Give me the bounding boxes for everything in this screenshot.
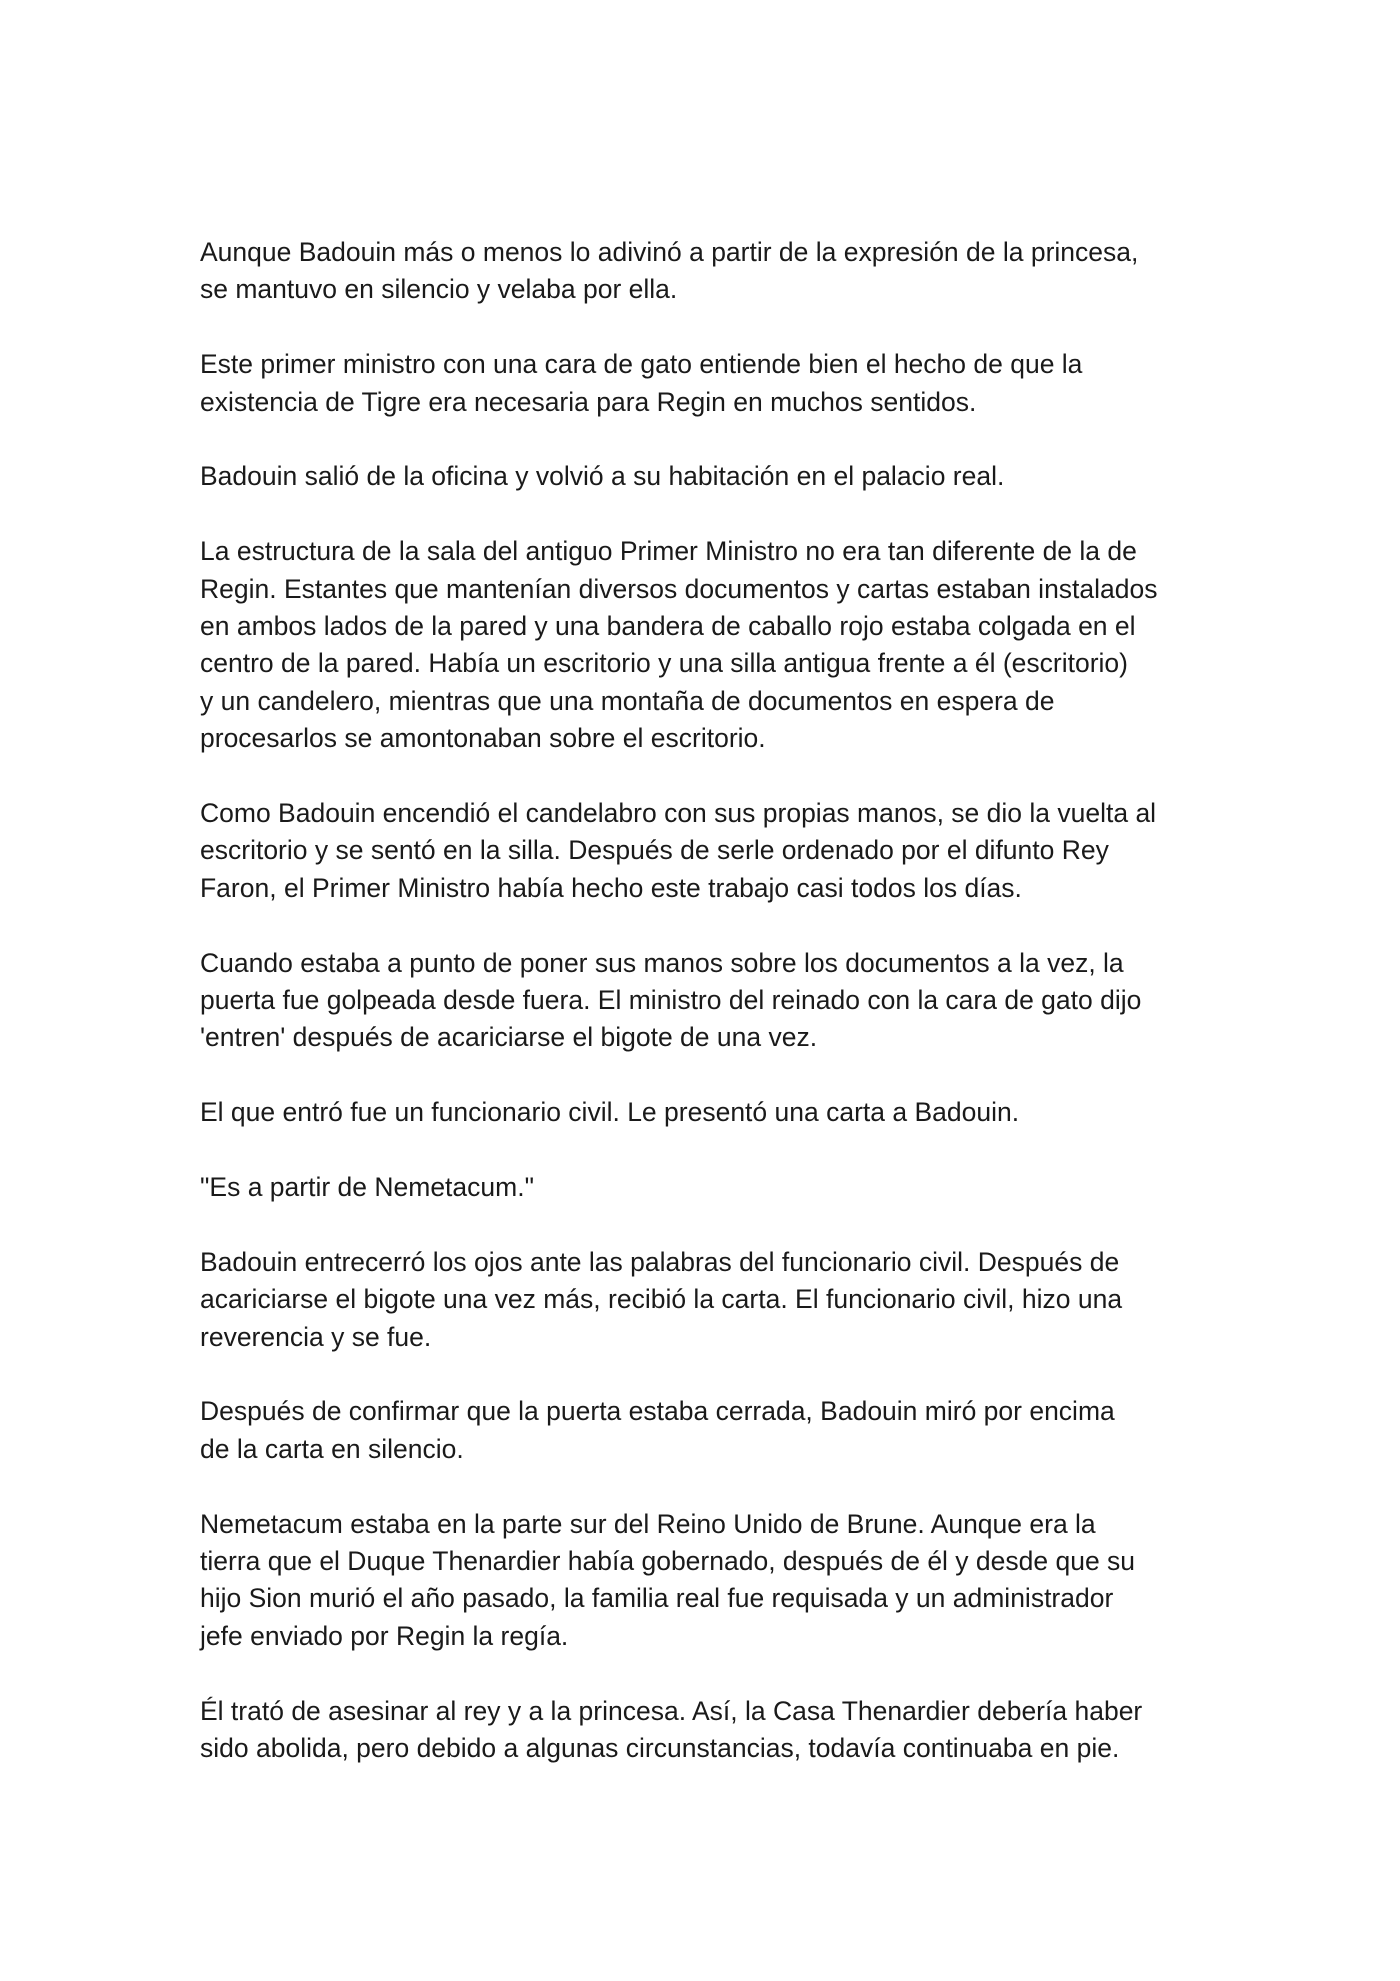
paragraph: La estructura de la sala del antiguo Primer Ministro no era tan diferente de la de Regin. Estantes que mantenían diversos documentos y cartas estaban instalados en ambos lados de la pared y una bandera de caballo rojo estaba colgada en el centro de la pared. Había un escritorio y una silla antigua frente a él (escritorio) y un candelero, mientras que una montaña de documentos en espera de procesarlos se amontonaban sobre el escritorio. (200, 536, 1158, 754)
paragraph: Aunque Badouin más o menos lo adivinó a partir de la expresión de la princesa, se mantuvo en silencio y velaba por ella. (200, 237, 1139, 305)
document-body (200, 234, 1210, 1767)
paragraph: Él trató de asesinar al rey y a la princesa. Así, la Casa Thenardier debería haber sido abolida, pero debido a algunas circunstancias, todavía continuaba en pie. (200, 1695, 1143, 1764)
paragraph: "Es a partir de Nemetacum." (200, 1172, 534, 1203)
paragraph: Este primer ministro con una cara de gato entiende bien el hecho de que la existencia de Tigre era necesaria para Regin en muchos sentidos. (200, 349, 1083, 417)
paragraph: Badouin salió de la oficina y volvió a su habitación en el palacio real. (200, 461, 1005, 492)
paragraph: Cuando estaba a punto de poner sus manos sobre los documentos a la vez, la puerta fue golpeada desde fuera. El ministro del reinado con la cara de gato dijo 'entren' después de acariciarse el bigote de una vez. (200, 947, 1142, 1053)
paragraph: Como Badouin encendió el candelabro con sus propias manos, se dio la vuelta al escritorio y se sentó en la silla. Después de serle ordenado por el difunto Rey Faron, el Primer Ministro había hecho este trabajo casi todos los días. (200, 798, 1157, 903)
paragraph: Después de confirmar que la puerta estaba cerrada, Badouin miró por encima de la carta en silencio. (200, 1396, 1115, 1464)
paragraph: Nemetacum estaba en la parte sur del Reino Unido de Brune. Aunque era la tierra que el Duque Thenardier había gobernado, después de él y desde que su hijo Sion murió el año pasado, la familia real fue requisada y un administrador jefe enviado por Regin la regía. (200, 1508, 1136, 1651)
paragraph: Badouin entrecerró los ojos ante las palabras del funcionario civil. Después de acariciarse el bigote una vez más, recibió la carta. El funcionario civil, hizo una reverencia y se fue. (200, 1246, 1123, 1352)
paragraph: El que entró fue un funcionario civil. Le presentó una carta a Badouin. (200, 1097, 1020, 1128)
